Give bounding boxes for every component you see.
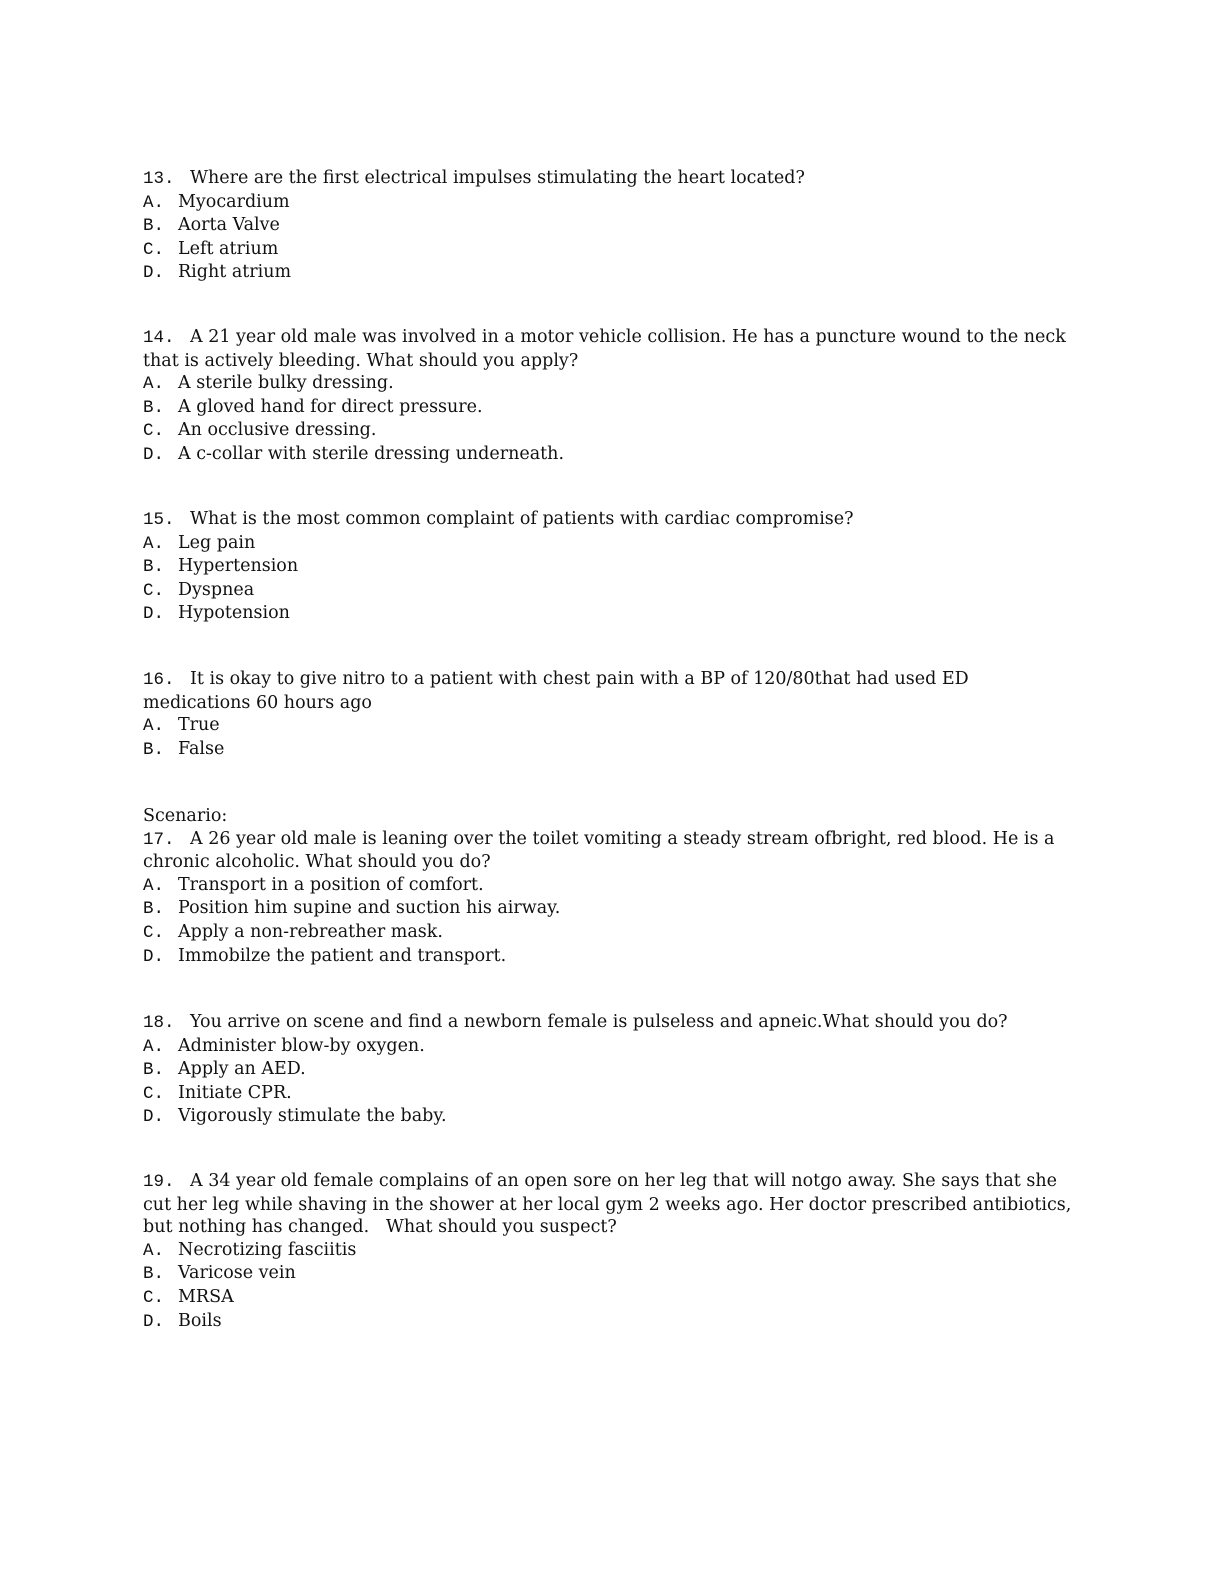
option-letter: C. xyxy=(143,1083,165,1104)
question-number: 17. xyxy=(143,829,175,850)
answer-option xyxy=(143,555,1073,579)
scenario-label: Scenario: xyxy=(143,806,228,826)
option-letter: D. xyxy=(143,1107,165,1128)
option-letter: B. xyxy=(143,899,165,920)
option-letter: B. xyxy=(143,739,165,760)
option-letter: A. xyxy=(143,374,165,395)
answer-option xyxy=(143,261,1073,285)
option-text: Leg pain xyxy=(178,532,256,553)
option-text: Apply a non-rebreather mask. xyxy=(178,921,443,942)
question-text: It is okay to give nitro to a patient with chest pain with a BP of 120/80that had used ED medications 60 hours ago xyxy=(143,669,969,713)
question-number: 14. xyxy=(143,328,175,348)
question-stem xyxy=(143,668,1073,714)
question-stem xyxy=(143,1011,1073,1035)
question-15 xyxy=(143,508,1073,626)
option-text: Apply an AED. xyxy=(178,1059,306,1080)
answer-option xyxy=(143,1082,1073,1106)
question-stem xyxy=(143,326,1073,372)
option-text: An occlusive dressing. xyxy=(178,420,377,441)
option-text: Right atrium xyxy=(178,262,292,283)
option-letter: D. xyxy=(143,1311,165,1332)
option-letter: D. xyxy=(143,444,165,465)
answer-option xyxy=(143,191,1073,215)
option-letter: A. xyxy=(143,1036,165,1057)
option-text: Myocardium xyxy=(178,191,290,212)
option-text: MRSA xyxy=(178,1286,234,1307)
option-letter: A. xyxy=(143,1240,165,1261)
answer-option xyxy=(143,921,1073,945)
question-text: Where are the first electrical impulses stimulating the heart located? xyxy=(190,168,805,188)
option-text: Hypertension xyxy=(178,556,299,577)
question-stem xyxy=(143,1170,1077,1239)
option-letter: C. xyxy=(143,1287,165,1308)
option-text: Dyspnea xyxy=(178,579,255,600)
question-13 xyxy=(143,167,1073,285)
answer-option xyxy=(143,1035,1073,1059)
answer-option xyxy=(143,945,1073,969)
question-text: What is the most common complaint of patients with cardiac compromise? xyxy=(190,509,854,529)
option-letter: C. xyxy=(143,580,165,601)
answer-option xyxy=(143,372,1073,396)
option-letter: B. xyxy=(143,397,165,418)
option-text: False xyxy=(178,738,225,759)
answer-option xyxy=(143,714,1073,738)
option-letter: C. xyxy=(143,239,165,260)
answer-option xyxy=(143,1310,1073,1334)
option-text: A sterile bulky dressing. xyxy=(178,373,394,394)
question-number: 16. xyxy=(143,670,175,690)
option-letter: A. xyxy=(143,533,165,554)
answer-option xyxy=(143,443,1073,467)
answer-option xyxy=(143,602,1073,626)
option-text: Necrotizing fasciitis xyxy=(178,1239,357,1260)
answer-option xyxy=(143,532,1073,556)
question-18 xyxy=(143,1011,1073,1129)
question-stem xyxy=(143,167,1073,191)
option-letter: A. xyxy=(143,192,165,213)
question-19 xyxy=(143,1170,1077,1333)
option-letter: D. xyxy=(143,263,165,284)
answer-option xyxy=(143,396,1073,420)
question-text: You arrive on scene and find a newborn female is pulseless and apneic.What should you do? xyxy=(190,1012,1008,1032)
question-stem xyxy=(143,828,1073,874)
answer-option xyxy=(143,1058,1073,1082)
option-text: Transport in a position of comfort. xyxy=(178,874,484,895)
answer-option xyxy=(143,238,1073,262)
option-text: Varicose vein xyxy=(178,1263,296,1284)
option-text: Left atrium xyxy=(178,238,279,259)
answer-option xyxy=(143,1239,1073,1263)
answer-option xyxy=(143,214,1073,238)
answer-option xyxy=(143,1262,1073,1286)
option-letter: B. xyxy=(143,1060,165,1081)
option-text: Initiate CPR. xyxy=(178,1082,292,1103)
option-text: True xyxy=(178,715,220,736)
answer-option xyxy=(143,579,1073,603)
option-text: Position him supine and suction his airway. xyxy=(178,898,561,919)
option-text: A gloved hand for direct pressure. xyxy=(178,396,483,417)
option-text: Vigorously stimulate the baby. xyxy=(178,1106,447,1127)
answer-option xyxy=(143,874,1073,898)
option-letter: A. xyxy=(143,875,165,896)
option-letter: C. xyxy=(143,421,165,442)
option-letter: D. xyxy=(143,604,165,625)
question-number: 19. xyxy=(143,1172,175,1192)
option-text: Immobilze the patient and transport. xyxy=(178,945,507,966)
question-14 xyxy=(143,326,1073,467)
question-number: 15. xyxy=(143,510,175,530)
option-text: Administer blow-by oxygen. xyxy=(178,1035,425,1056)
option-text: Hypotension xyxy=(178,603,290,624)
option-letter: A. xyxy=(143,716,165,737)
option-text: Aorta Valve xyxy=(178,215,280,236)
question-stem xyxy=(143,508,1073,532)
question-text: A 26 year old male is leaning over the toilet vomiting a steady stream ofbright, red blood. He is a chronic alcoholic. What should you do? xyxy=(143,828,1055,873)
answer-option xyxy=(143,897,1073,921)
option-letter: B. xyxy=(143,1264,165,1285)
option-letter: C. xyxy=(143,922,165,943)
question-16 xyxy=(143,668,1073,761)
option-letter: D. xyxy=(143,946,165,967)
answer-option xyxy=(143,419,1073,443)
option-letter: B. xyxy=(143,216,165,237)
option-text: Boils xyxy=(178,1310,222,1331)
question-number: 18. xyxy=(143,1013,175,1033)
question-17 xyxy=(143,805,1073,968)
answer-option xyxy=(143,738,1073,762)
question-text: A 34 year old female complains of an open sore on her leg that will notgo away. She says that she cut her leg while shaving in the shower at her local gym 2 weeks ago. Her doctor prescribed antibiotics, but nothing has changed. What should you suspect? xyxy=(143,1171,1077,1238)
question-number: 13. xyxy=(143,169,175,189)
answer-option xyxy=(143,1105,1073,1129)
answer-option xyxy=(143,1286,1073,1310)
question-text: A 21 year old male was involved in a motor vehicle collision. He has a puncture wound to the neck that is actively bleeding. What should you apply? xyxy=(143,327,1066,371)
option-letter: B. xyxy=(143,557,165,578)
option-text: A c-collar with sterile dressing underneath. xyxy=(178,443,565,464)
